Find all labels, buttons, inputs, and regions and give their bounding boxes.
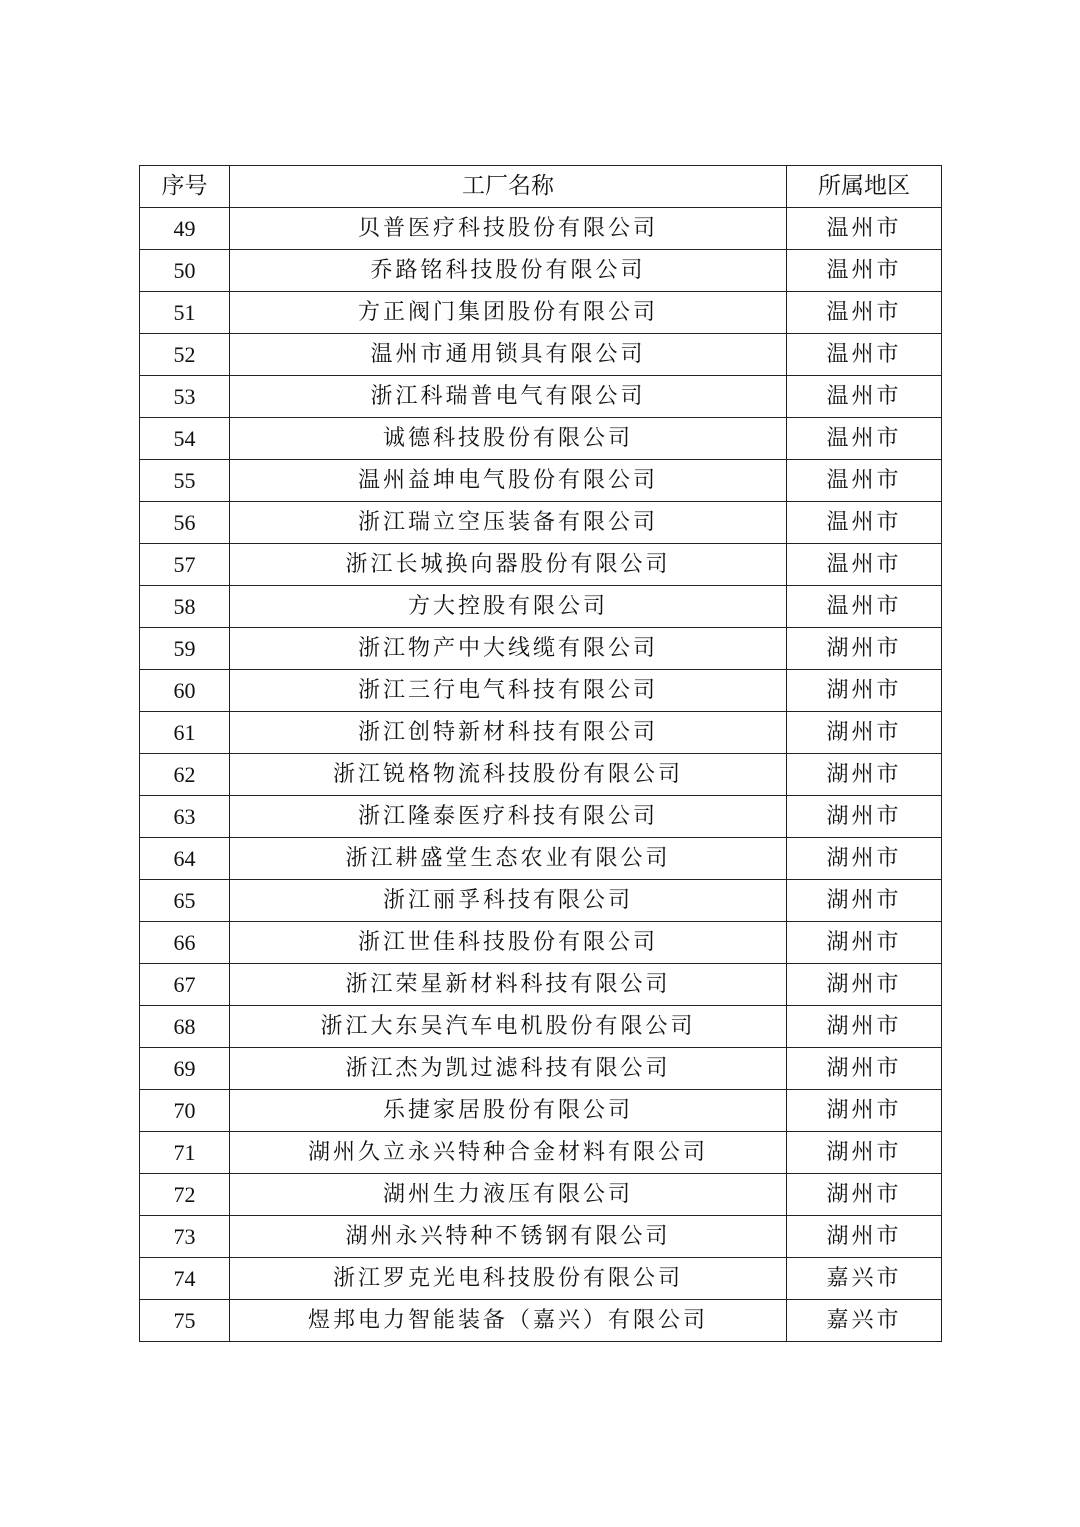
header-factory-name: 工厂名称	[230, 166, 787, 208]
row-factory-name: 温州市通用锁具有限公司	[230, 334, 787, 376]
row-factory-name: 温州益坤电气股份有限公司	[230, 460, 787, 502]
row-region: 湖州市	[787, 628, 942, 670]
row-index: 61	[140, 712, 230, 754]
row-factory-name: 浙江罗克光电科技股份有限公司	[230, 1258, 787, 1300]
table-row	[140, 964, 942, 1006]
row-factory-name: 湖州生力液压有限公司	[230, 1174, 787, 1216]
row-factory-name: 浙江耕盛堂生态农业有限公司	[230, 838, 787, 880]
table-row	[140, 208, 942, 250]
row-index: 58	[140, 586, 230, 628]
row-factory-name: 浙江物产中大线缆有限公司	[230, 628, 787, 670]
header-index: 序号	[140, 166, 230, 208]
table-row	[140, 1216, 942, 1258]
row-index: 52	[140, 334, 230, 376]
table-body	[140, 208, 942, 1342]
table-header	[140, 166, 942, 208]
row-region: 温州市	[787, 376, 942, 418]
table-row	[140, 1258, 942, 1300]
row-index: 73	[140, 1216, 230, 1258]
table-row	[140, 1090, 942, 1132]
row-region: 湖州市	[787, 1006, 942, 1048]
row-factory-name: 湖州久立永兴特种合金材料有限公司	[230, 1132, 787, 1174]
table-row	[140, 502, 942, 544]
row-factory-name: 浙江荣星新材料科技有限公司	[230, 964, 787, 1006]
row-region: 湖州市	[787, 880, 942, 922]
row-region: 温州市	[787, 460, 942, 502]
table-row	[140, 712, 942, 754]
row-factory-name: 浙江杰为凯过滤科技有限公司	[230, 1048, 787, 1090]
row-region: 温州市	[787, 502, 942, 544]
table-row	[140, 586, 942, 628]
row-region: 湖州市	[787, 1174, 942, 1216]
row-region: 湖州市	[787, 754, 942, 796]
row-region: 湖州市	[787, 1048, 942, 1090]
row-index: 59	[140, 628, 230, 670]
row-factory-name: 浙江科瑞普电气有限公司	[230, 376, 787, 418]
row-index: 57	[140, 544, 230, 586]
row-index: 71	[140, 1132, 230, 1174]
table-row	[140, 1048, 942, 1090]
table-row	[140, 250, 942, 292]
row-region: 湖州市	[787, 964, 942, 1006]
row-region: 湖州市	[787, 796, 942, 838]
row-factory-name: 浙江隆泰医疗科技有限公司	[230, 796, 787, 838]
table-row	[140, 460, 942, 502]
row-factory-name: 浙江长城换向器股份有限公司	[230, 544, 787, 586]
table-row	[140, 544, 942, 586]
row-index: 49	[140, 208, 230, 250]
row-factory-name: 浙江锐格物流科技股份有限公司	[230, 754, 787, 796]
row-region: 温州市	[787, 334, 942, 376]
row-factory-name: 浙江丽孚科技有限公司	[230, 880, 787, 922]
table-row	[140, 418, 942, 460]
row-index: 68	[140, 1006, 230, 1048]
row-region: 温州市	[787, 250, 942, 292]
row-region: 温州市	[787, 292, 942, 334]
row-index: 65	[140, 880, 230, 922]
row-index: 72	[140, 1174, 230, 1216]
row-region: 嘉兴市	[787, 1300, 942, 1342]
table-row	[140, 376, 942, 418]
row-region: 湖州市	[787, 838, 942, 880]
row-region: 湖州市	[787, 1090, 942, 1132]
row-region: 湖州市	[787, 1216, 942, 1258]
row-factory-name: 浙江世佳科技股份有限公司	[230, 922, 787, 964]
row-region: 湖州市	[787, 712, 942, 754]
row-factory-name: 浙江三行电气科技有限公司	[230, 670, 787, 712]
table-row	[140, 628, 942, 670]
row-region: 温州市	[787, 418, 942, 460]
row-region: 湖州市	[787, 670, 942, 712]
row-region: 嘉兴市	[787, 1258, 942, 1300]
header-region: 所属地区	[787, 166, 942, 208]
row-index: 67	[140, 964, 230, 1006]
row-factory-name: 乐捷家居股份有限公司	[230, 1090, 787, 1132]
row-factory-name: 诚德科技股份有限公司	[230, 418, 787, 460]
row-factory-name: 浙江瑞立空压装备有限公司	[230, 502, 787, 544]
row-index: 50	[140, 250, 230, 292]
row-index: 62	[140, 754, 230, 796]
row-index: 54	[140, 418, 230, 460]
factory-list-table	[139, 165, 942, 1342]
table-row	[140, 796, 942, 838]
row-index: 51	[140, 292, 230, 334]
table-row	[140, 292, 942, 334]
row-index: 66	[140, 922, 230, 964]
table-row	[140, 1006, 942, 1048]
row-factory-name: 乔路铭科技股份有限公司	[230, 250, 787, 292]
row-index: 60	[140, 670, 230, 712]
table-row	[140, 1300, 942, 1342]
row-index: 74	[140, 1258, 230, 1300]
table-row	[140, 880, 942, 922]
table-header-row	[140, 166, 942, 208]
table-row	[140, 334, 942, 376]
row-index: 75	[140, 1300, 230, 1342]
table-row	[140, 922, 942, 964]
row-region: 温州市	[787, 544, 942, 586]
row-index: 64	[140, 838, 230, 880]
row-index: 63	[140, 796, 230, 838]
row-factory-name: 煜邦电力智能装备（嘉兴）有限公司	[230, 1300, 787, 1342]
row-region: 温州市	[787, 208, 942, 250]
table-row	[140, 754, 942, 796]
row-index: 56	[140, 502, 230, 544]
row-region: 温州市	[787, 586, 942, 628]
table-row	[140, 838, 942, 880]
row-index: 53	[140, 376, 230, 418]
row-factory-name: 方大控股有限公司	[230, 586, 787, 628]
row-factory-name: 方正阀门集团股份有限公司	[230, 292, 787, 334]
row-factory-name: 浙江创特新材科技有限公司	[230, 712, 787, 754]
row-index: 55	[140, 460, 230, 502]
table-row	[140, 1174, 942, 1216]
table-row	[140, 670, 942, 712]
table-row	[140, 1132, 942, 1174]
row-index: 69	[140, 1048, 230, 1090]
row-factory-name: 浙江大东吴汽车电机股份有限公司	[230, 1006, 787, 1048]
row-region: 湖州市	[787, 1132, 942, 1174]
row-factory-name: 贝普医疗科技股份有限公司	[230, 208, 787, 250]
row-region: 湖州市	[787, 922, 942, 964]
row-factory-name: 湖州永兴特种不锈钢有限公司	[230, 1216, 787, 1258]
row-index: 70	[140, 1090, 230, 1132]
